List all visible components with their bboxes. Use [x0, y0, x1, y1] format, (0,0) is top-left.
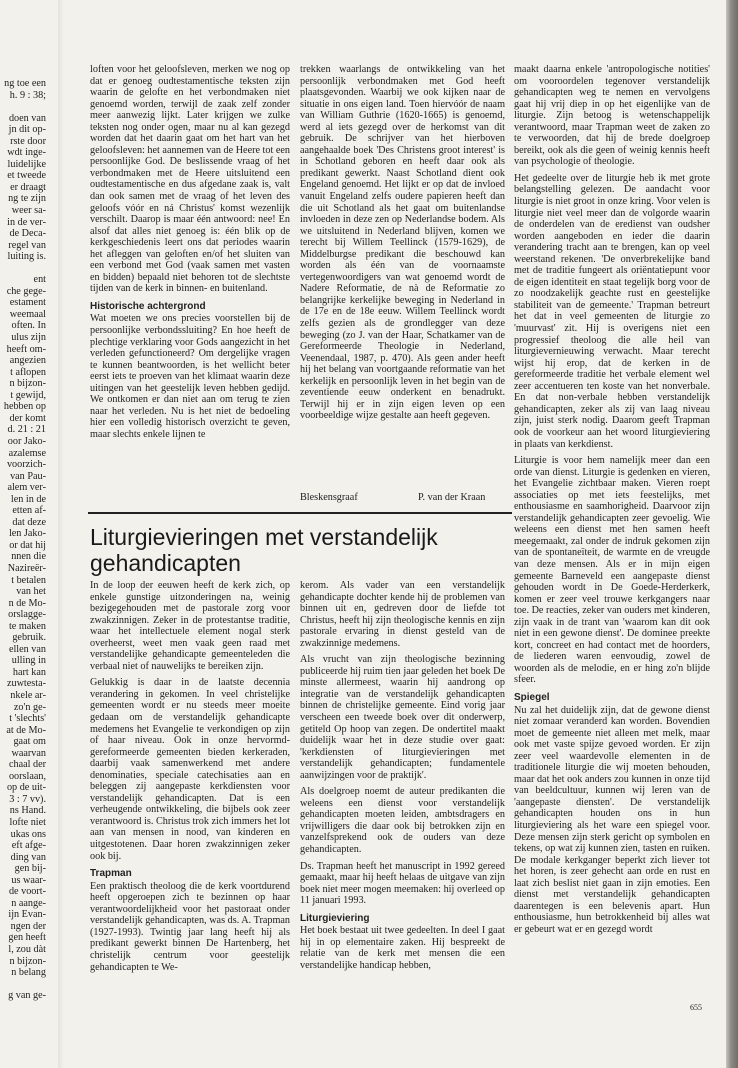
previous-page-line: ijn Evan-: [8, 909, 46, 921]
previous-page-line: Nazireër-: [7, 562, 46, 574]
previous-page-line: in de ver-: [7, 216, 46, 228]
previous-page-line: doen van: [8, 112, 46, 124]
bottom-col2-paragraph: Als doelgroep noemt de auteur predikanten die weleens een dienst voor verstandelijk gehandicapten moeten leiden, ambtsdragers en vrijwilligers die daar ook bij betrokken zijn en vanzelfsprekend ook de ouders van deze gehandicapten.: [300, 786, 505, 856]
previous-page-line: luiting is.: [7, 251, 46, 263]
previous-page-line: jn dit op-: [8, 124, 46, 136]
section-heading-liturgieviering: Liturgieviering: [300, 912, 370, 924]
previous-page-line: regel van: [8, 239, 46, 251]
bottom-col2-paragraph: Ds. Trapman heeft het manuscript in 1992 gereed gemaakt, maar hij heeft helaas de uitgave van zijn boek niet meer mogen meemaken: hij overleed op 11 januari 1993.: [300, 860, 505, 907]
bottom-column-2: [300, 580, 505, 1010]
previous-page-line: et tweede: [7, 170, 46, 182]
previous-page-line: wdt inge-: [7, 147, 46, 159]
right-col-paragraph: Liturgie is voor hem namelijk meer dan een orde van dienst. Liturgie is gedenken en vieren, het Evangelie zichtbaar maken. Vieren roept associaties op met iets feestelijks, met enthousiasme en saamhorigheid. Daarvoor zijn verstandelijk gehandicapten zeer gevoelig. Wie weleens een dienst met hen samen heeft meegemaakt, zal onder de indruk gekomen zijn van de spontaneïteit, de warmte en de vreugde van deze mensen. Als er in mijn eigen gemeente Barneveld een aangepaste dienst gehouden wordt in De Goede-Herderkerk, komen er zeer veel trouwe kerkgangers naar toe. De reacties, zeker van ouders met kinderen, zijn vaak in de trant van 'waarom kan dit ook niet in een gewone dienst'. De dominee preekte kort, concreet en had contact met de hoorders, de liederen waren eenvoudig, zowel de woorden als de melodie, en er hing zo'n blijde sfeer.: [514, 455, 710, 686]
previous-page-line: orslagge-: [8, 609, 46, 621]
previous-page-line: or dat hij: [9, 539, 46, 551]
previous-page-line: [0, 263, 46, 275]
previous-page-line: l, zou dàt: [8, 944, 46, 956]
previous-page-line: alem ver-: [7, 482, 46, 494]
previous-page-line: chaal der: [8, 759, 46, 771]
bottom-col1-paragraph: Gelukkig is daar in de laatste decennia verandering in gekomen. In veel christelijke gemeenten wordt er nu steeds meer moeite gedaan om de verstandelijk gehandicapte medemens het Evangelie te verkondigen op zijn of haar niveau. Ook in onze hervormd-gereformeerde gemeenten bieden kerkeraden, daarbij vaak samenwerkend met andere denominaties, speciale catechisaties aan en beleggen zij aangepaste kerkdiensten voor verstandelijk gehandicapten. Dat is een verheugende ontwikkeling, die bijbels ook zeer verantwoord is. Christus trok zich immers het lot aan van mensen in nood, van kinderen en uitgestotenen. Daar horen zwakzinnigen zeker ook bij.: [90, 677, 290, 862]
previous-page-line: n bijzon-: [9, 378, 46, 390]
previous-page-line: t gewijd,: [10, 389, 46, 401]
previous-page-line: ulus zijn: [11, 332, 46, 344]
previous-page-line: oorslaan,: [8, 770, 46, 782]
right-col-paragraph: maakt daarna enkele 'antropologische notities' om vooroordelen tegenover verstandelijk gehandicapten weg te nemen en vervolgens gaat hij vrij diep in op het eigenlijke van de liturgie. Zijn betoog is wetenschappelijk verantwoord, maar Trapman weet de zaken zo te verwoorden, dat hij de brede doelgroep bereikt, ook als die geen of weinig kennis heeft van psychologie of theologie.: [514, 64, 710, 168]
previous-page-line: t 'slechts': [9, 713, 46, 725]
page-edge: [726, 0, 738, 1068]
previous-page-line: [0, 979, 46, 991]
previous-page-line: luidelijke: [7, 158, 46, 170]
previous-page-line: ding van: [10, 851, 46, 863]
previous-page-line: ent: [33, 274, 46, 286]
previous-page-line: n bijzon-: [9, 955, 46, 967]
previous-page-line: er draagt: [10, 181, 46, 193]
previous-page-line: van Pau-: [10, 470, 46, 482]
previous-page-line: weemaal: [9, 308, 46, 320]
previous-page-line: hebben op: [3, 401, 46, 413]
previous-page-line: ukas ons: [10, 828, 46, 840]
previous-page-line: etten af-: [12, 505, 46, 517]
previous-page-line: ng te zijn: [8, 193, 46, 205]
previous-page-line: waarvan: [11, 747, 46, 759]
previous-page-strip: [0, 78, 46, 1013]
previous-page-line: [0, 101, 46, 113]
page-fold-shadow: [58, 0, 64, 1068]
previous-page-line: estament: [9, 297, 46, 309]
previous-page-line: n aange-: [11, 897, 46, 909]
section-heading-spiegel: Spiegel: [514, 691, 550, 703]
previous-page-line: gebruik.: [12, 632, 46, 644]
previous-page-line: gaat om: [13, 736, 46, 748]
previous-page-line: op de uit-: [6, 782, 46, 794]
top-col2-paragraph: trekken waarlangs de ontwikkeling van het persoonlijk verbondmaken met God heeft plaatsgevonden. Waarbij we ook kijken naar de situatie in ons eigen land. Toen hiervóór de naam van William Guthrie (1620-1665) is genoemd, werd al iets gezegd over de herkomst van dit gebruik. De schrijver van het hierboven aangehaalde boek 'Des Christens groot interest' is in Schotland geboren en heeft daar ook als predikant gewerkt. Naast Schotland dient ook Engeland genoemd. Het lijkt er op dat de invloed vanuit Engeland zelfs oudere papieren heeft dan die uit Schotland als het gaat om buitenlandse invloeden in deze zen op Nederlandse bodem. Als we uitsluitend in Nederland blijven, komen we terecht bij Willem Teellinck (1579-1629), de Middelburgse predikant die beschouwd kan worden als één van de voornaamste vertegenwoordigers van wat genoemd wordt de Nadere Reformatie, de nà de Reformatie zo belangrijke kerkelijke beweging in Nederland in de 17e en de 18e eeuw. Willem Teellinck wordt zelfs gezien als de grondlegger van deze beweging (zo J. van der Haar, Schatkamer van de Gereformeerde Theologie in Nederland, Veenendaal, 1987, p. 470). Als geen ander heeft hij het belang van voortgaande reformatie van het kerkelijk en persoonlijk leven in het begin van de zeventiende eeuw onderkent en benadrukt. Terwijl hij er in zijn eigen leven op een voorbeeldige wijze gestalte aan heeft gegeven.: [300, 64, 505, 422]
bottom-col1-paragraph: In de loop der eeuwen heeft de kerk zich, op enkele gunstige uitzonderingen na, weinig bezigegehouden met de pastorale zorg voor zwakzinnigen. Zeker in de protestantse traditie, waar het intellectuele element nogal sterk overheerst, weet men vaak geen raad met verstandelijke gehandicapte gemeenteleden die verbaal niet of nauwelijks te bereiken zijn.: [90, 580, 290, 672]
page-number: 655: [690, 1003, 702, 1012]
previous-page-line: 3 : 7 vv).: [9, 793, 46, 805]
previous-page-line: nkele ar-: [10, 689, 46, 701]
previous-page-line: n belang: [11, 967, 46, 979]
previous-page-line: ns Hand.: [9, 805, 46, 817]
bottom-column-1: [90, 580, 290, 1010]
previous-page-line: dat deze: [12, 516, 46, 528]
previous-page-line: t betalen: [11, 574, 46, 586]
previous-page-line: ng toe een: [4, 78, 46, 89]
previous-page-line: angezien: [9, 355, 46, 367]
previous-page-line: often. In: [11, 320, 46, 332]
previous-page-line: ngen der: [10, 920, 46, 932]
previous-page-line: gen bij-: [14, 863, 46, 875]
top-col1-paragraph: Wat moeten we ons precies voorstellen bij de persoonlijke verbondssluiting? En hoe heeft de plechtige verklaring voor Gods aangezicht in het verleden gefunctioneerd? Om dergelijke vragen te kunnen beantwoorden, is het wellicht beter eerst iets te proeven van het klimaat waarin deze uitingen van het geestelijk leven hebben gedijd. We ontkomen er dan niet aan om terug te zien naar het verleden. Nu is het niet de bedoeling hier een volledig historisch overzicht te geven, maar slechts enkele lijnen te: [90, 313, 290, 440]
previous-page-line: azalemse: [8, 447, 46, 459]
previous-page-line: h. 9 : 38;: [9, 89, 46, 101]
section-heading-historische: Historische achtergrond: [90, 300, 206, 312]
previous-page-line: weer sa-: [11, 205, 46, 217]
right-column: [514, 64, 710, 1004]
signature-author: P. van der Kraan: [418, 492, 486, 503]
previous-page-line: t aflopen: [10, 366, 46, 378]
previous-page-line: che gege-: [6, 285, 46, 297]
previous-page-line: hart kan: [12, 666, 46, 678]
previous-page-line: g van ge-: [8, 990, 46, 1002]
previous-page-line: at de Mo-: [6, 724, 46, 736]
previous-page-line: zo'n ge-: [13, 701, 46, 713]
previous-page-line: de Deca-: [9, 228, 46, 240]
previous-page-line: n de Mo-: [8, 597, 46, 609]
previous-page-line: de voort-: [8, 886, 46, 898]
top-column-1: [90, 64, 290, 504]
previous-page-line: us waar-: [11, 874, 46, 886]
signature-place: Bleskensgraaf: [300, 492, 358, 503]
previous-page-line: nnen die: [11, 551, 46, 563]
article-divider: [88, 512, 512, 514]
previous-page-line: zuwtesta-: [6, 678, 46, 690]
section-heading-trapman: Trapman: [90, 868, 132, 880]
bottom-col2-paragraph: Als vrucht van zijn theologische bezinning publiceerde hij ruim tien jaar geleden het boek De minste allermeest, waarin hij aandrong op integratie van de verstandelijk gehandicapten binnen de christelijke gemeente. Eind vorig jaar verscheen een tweede boek over dit onderwerp, getiteld Op hoop van zegen. De ondertitel maakt duidelijk waar het in deze studie over gaat: 'kerkdiensten of liturgievieringen met verstandelijk gehandicapten; fundamentele aanwijzingen voor de praktijk'.: [300, 654, 505, 781]
previous-page-line: te maken: [8, 620, 46, 632]
right-col-paragraph: Het gedeelte over de liturgie heb ik met grote belangstelling gelezen. De aandacht voor liturgie is niet groot in onze kring. Voor velen is liturgie niet veel meer dan de volgorde waarin de onderdelen van de eredienst van oudsher worden aangeboden en ieder die daarin verandering tracht aan te brengen, kan op veel weerstand rekenen. 'De onverbrekelijke band met de traditie fungeert als oriëntatiepunt voor de eigen identiteit en staat tegelijk borg voor de zo noodzakelijk geachte rust en geestelijke stabiliteit van de gemeente.' Trapman betreurt het dat in veel gemeenten de liturgie zo 'muurvast' zit. Hij is overigens niet een progressief theoloog die alle heil van liturgievernieuwing verwacht. Maar terecht wijst hij erop, dat de kerken in de gereformeerde traditie het verbale element wel zeer accentueren ten koste van het nonverbale. En dat non-verbale hebben verstandelijk gehandicapten, zeker als zij van laag niveau zijn, juist sterk nodig. Daarom geeft Trapman ook de voorkeur aan het woord liturgieviering in plaats van kerkdienst.: [514, 172, 710, 450]
previous-page-line: rste door: [10, 135, 46, 147]
previous-page-line: eft afge-: [11, 840, 46, 852]
previous-page-line: ellen van: [8, 643, 46, 655]
previous-page-line: oor Jako-: [7, 435, 46, 447]
previous-page-line: der komt: [9, 412, 46, 424]
previous-page-line: ulling in: [11, 655, 46, 667]
previous-page-line: len Jako-: [8, 528, 46, 540]
previous-page-line: d. 21 : 21: [7, 424, 46, 436]
previous-page-line: len in de: [10, 493, 46, 505]
bottom-col2-paragraph: kerom. Als vader van een verstandelijk gehandicapte dochter kende hij de problemen van binnen uit en, gedreven door de liefde tot Christus, heeft hij zijn theologische kennis en zijn pastorale ervaring in dienst gesteld van de zwakzinnige medemens.: [300, 580, 505, 649]
bottom-col2-paragraph: Het boek bestaat uit twee gedeelten. In deel I gaat hij in op elementaire zaken. Hij bespreekt de relatie van de kerk met mensen die een verstandelijke handicap hebben,: [300, 925, 505, 971]
previous-page-line: voorzich-: [6, 459, 46, 471]
right-col-paragraph: Nu zal het duidelijk zijn, dat de gewone dienst niet zomaar veranderd kan worden. Bovendien moet de gemeente niet alleen met melk, maar ook met vaste spijze gevoed worden. Er zijn zeer veel waardevolle elementen in de traditionele liturgie die wij moeten behouden, maar dat het ook anders zou kunnen in onze tijd van beeldcultuur, kunnen wij leren van de 'aangepaste diensten'. De verstandelijk gehandicapten houden ons in hun liturgieviering als het ware een spiegel voor. Deze mensen zijn sterk gericht op symbolen en tekens, op wat zij kunnen zien, tasten en ruiken. De modale kerkganger beperkt zich liever tot het horen, is zeer gehecht aan orde en rust en laat zich beslist niet gaan in zijn emoties. Een dienst met verstandelijk gehandicapten daarentegen is een belevenis apart. Hun enthousiasme, hun betrokkenheid bij alles wat er gebeurt wat er en gezegd wordt: [514, 704, 710, 935]
previous-page-line: lofte niet: [9, 817, 46, 828]
article-headline: Liturgievieringen met verstandelijk gehandicapten: [90, 524, 438, 576]
bottom-col1-paragraph: Een praktisch theoloog die de kerk voortdurend heeft opgeroepen zich te bezinnen op haar verantwoordelijkheid voor het pastoraat onder verstandelijk gehandicapten, was ds. A. Trapman (1927-1993). Twintig jaar lang heeft hij als predikant gewerkt binnen De Hartenberg, het christelijk centrum voor geestelijk gehandicapten te We-: [90, 880, 290, 973]
previous-page-line: gen heeft: [8, 932, 46, 944]
top-column-2: [300, 64, 505, 488]
previous-page-line: heeft om-: [6, 343, 46, 355]
previous-page-line: van het: [16, 586, 46, 598]
top-col1-paragraph: loften voor het geloofsleven, merken we nog op dat er genoeg oudtestamentische teksten zijn waarin de gelofte en het verbondmaken niet genoemd worden, terwijl de zaak zelf zonder meer aanwezig lijkt. Later krijgen we zulke teksten nog onder ogen, maar nu al kan gezegd worden dat het daarin gaat om het hart van het geloofsleven: het aannemen van de Heere tot een persoonlijke God. De beslissende vraag of het verbondmaken met de Heere uitsluitend een oudtestamentische en dus afgedane zaak is, valt dan ook samen met de vraag of het leven des geloofs vóór en ná Christus' komst wezenlijk verschilt. Daarop is maar één antwoord: nee! En alsof dat alles niet genoeg is: één blik op de kerkgeschiedenis leert ons dat periodes waarin het afleggen van geloften en/of het sluiten van een verbond met God (vaak samen met vasten en bidden) bepaald niet behoren tot de slechtste tijden van de kerk in binnen- en buitenland.: [90, 64, 290, 295]
